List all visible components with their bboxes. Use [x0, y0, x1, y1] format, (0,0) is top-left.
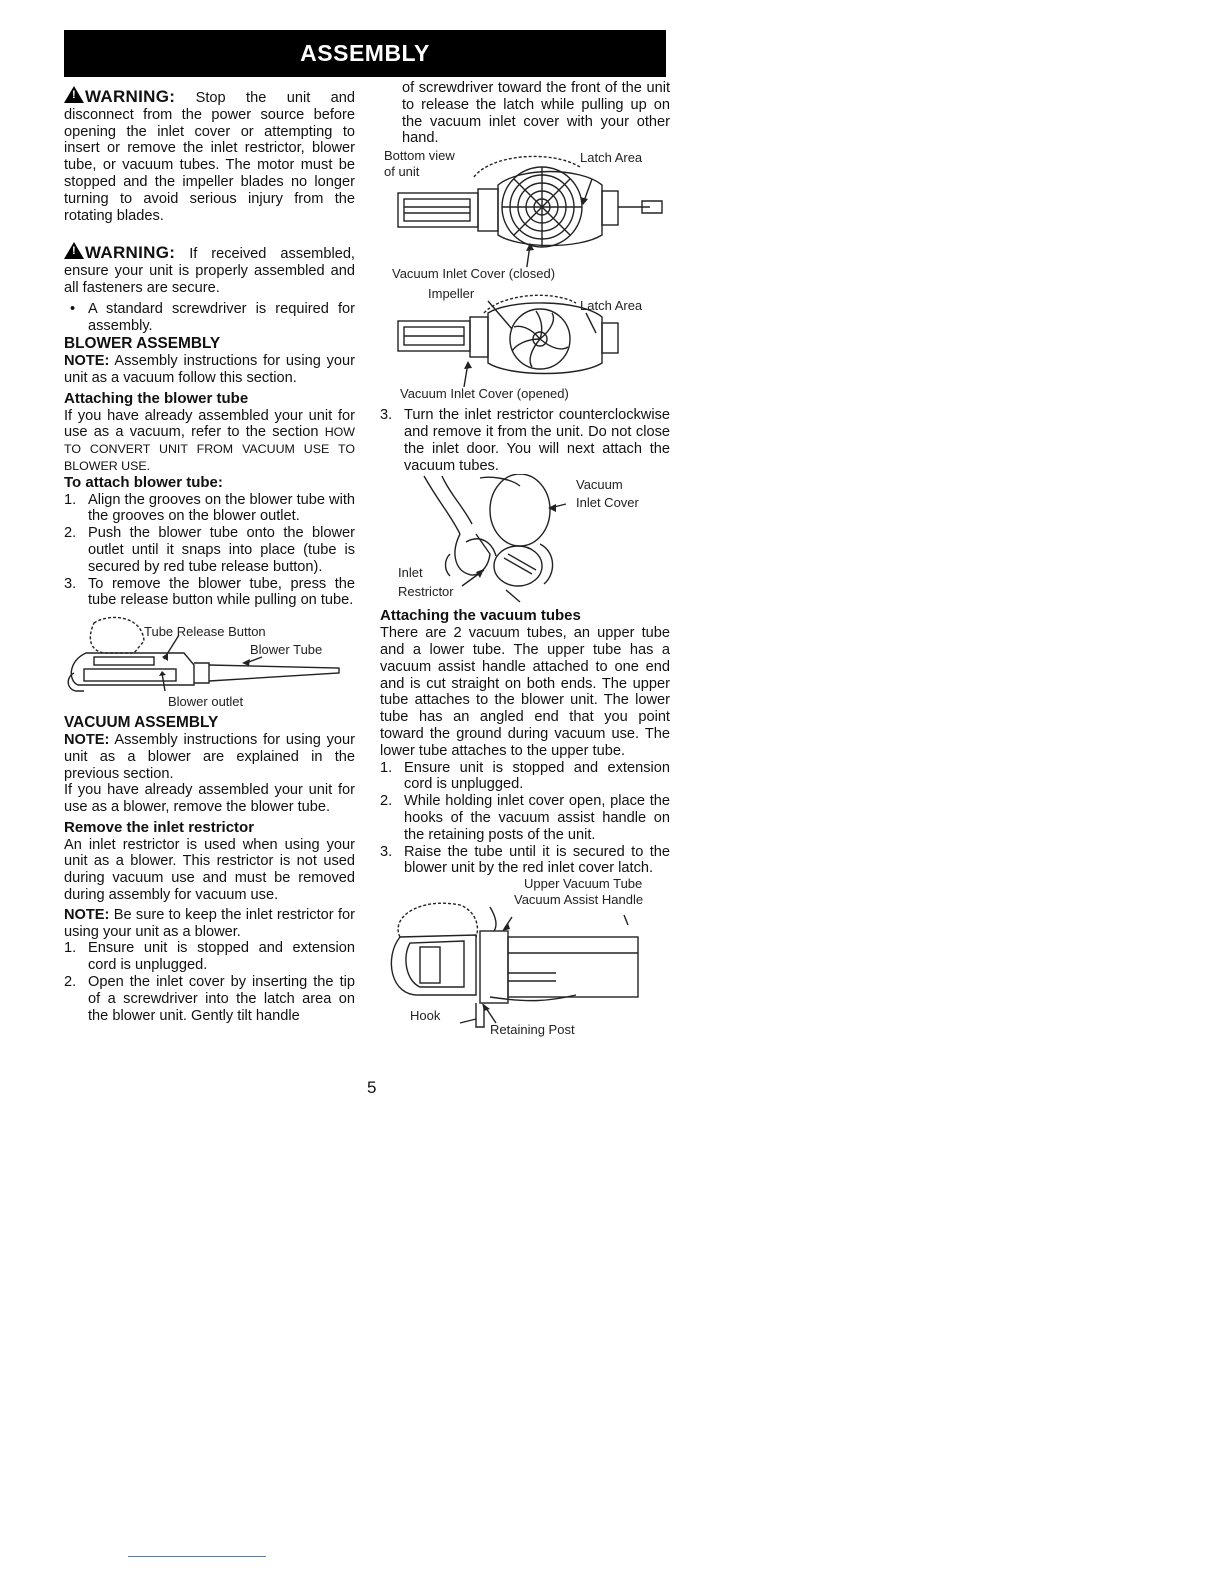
warning-icon: [64, 242, 84, 259]
step-number: 2.: [380, 793, 393, 810]
remove-restrictor-text: An inlet restrictor is used when using your unit as a blower. This restrictor is not used during vacuum use and must be removed during assembly for vacuum use.: [64, 836, 355, 904]
list-item: [64, 576, 355, 610]
label-of-unit: of unit: [384, 164, 420, 180]
attach-vacuum-heading: Attaching the vacuum tubes: [380, 607, 581, 625]
note-label: NOTE:: [64, 731, 110, 748]
label-inlet: Inlet: [398, 565, 423, 581]
attach-text: If you have already assembled your unit for use as a vacuum, refer to the section: [64, 407, 355, 441]
remove-note: [64, 907, 355, 941]
step-text: Ensure unit is stopped and extension cord is unplugged.: [88, 940, 355, 974]
right-column: [380, 80, 670, 1045]
step-text: To remove the blower tube, press the tube release button while pulling on tube.: [88, 575, 355, 609]
step-number: 1.: [64, 491, 77, 508]
warning-text: If received assembled, ensure your unit is properly assembled and all fasteners are secure.: [64, 246, 355, 296]
bullet-item: • A standard screwdriver is required for assembly.: [64, 301, 355, 335]
vacuum-steps: [380, 760, 670, 878]
section-reference: HOW TO CONVERT UNIT FROM VACUUM USE TO BLOWER USE.: [64, 425, 355, 473]
step-text: While holding inlet cover open, place the hooks of the vacuum assist handle on the retaining posts of the unit.: [404, 793, 670, 843]
list-item: [64, 974, 355, 1024]
step-number: 1.: [64, 940, 77, 957]
vacuum-note: [64, 732, 355, 782]
label-tube-release: Tube Release Button: [144, 624, 266, 640]
label-upper-tube: Upper Vacuum Tube: [524, 876, 643, 892]
warning-label: WARNING:: [85, 87, 176, 106]
restrictor-figure: [380, 474, 670, 608]
inlet-opened-figure: [380, 287, 670, 387]
continued-text: of screwdriver toward the front of the unit to release the latch while pulling up on the vacuum inlet cover with your other hand.: [402, 80, 670, 147]
label-hook: Hook: [410, 1008, 441, 1024]
list-item: [64, 525, 355, 575]
warning-1: [64, 86, 355, 224]
step-text: Open the inlet cover by inserting the tip of a screwdriver into the latch area on the blower unit. Gently tilt handle: [88, 974, 355, 1024]
footer-rule: [128, 1556, 266, 1557]
warning-label: WARNING:: [85, 243, 176, 263]
label-assist-handle: Vacuum Assist Handle: [514, 892, 644, 908]
label-retaining-post: Retaining Post: [490, 1022, 575, 1038]
section-banner: ASSEMBLY: [64, 30, 666, 77]
warning-2: [64, 242, 355, 296]
inlet-closed-figure: [380, 149, 670, 267]
blower-tube-figure: [64, 613, 355, 713]
page-number: 5: [367, 1078, 377, 1097]
list-item: [380, 760, 670, 794]
list-item: [64, 492, 355, 526]
label-cover-opened: Vacuum Inlet Cover (opened): [400, 386, 569, 402]
label-blower-tube: Blower Tube: [250, 642, 323, 658]
restrictor-step: [380, 407, 670, 474]
label-bottom-view: Bottom view: [384, 148, 455, 164]
step-text: Turn the inlet restrictor counterclockwise and remove it from the unit. Do not close the inlet door. You will next attach the vacuum tubes.: [404, 407, 670, 474]
label-latch-area: Latch Area: [580, 150, 643, 166]
inlet-closed-illustration: [380, 149, 670, 267]
step-number: 3.: [380, 407, 393, 424]
attach-steps: [64, 492, 355, 610]
step-number: 2.: [64, 974, 77, 991]
label-blower-outlet: Blower outlet: [168, 694, 244, 710]
blower-note: [64, 353, 355, 387]
step-number: 1.: [380, 759, 393, 776]
step-number: 3.: [380, 843, 393, 860]
step-text: Raise the tube until it is secured to the blower unit by the red inlet cover latch.: [404, 843, 670, 877]
list-item: [380, 407, 670, 474]
list-item: [380, 844, 670, 878]
warning-text: Stop the unit and disconnect from the power source before opening the inlet cover or attempting to insert or remove the inlet restrictor, blower tube, or vacuum tubes. The motor must be stopped and the impeller blades no longer turning to avoid serious injury from the rotating blades.: [64, 90, 355, 224]
label-vacuum: Vacuum: [576, 477, 623, 493]
label-inlet-cover: Inlet Cover: [576, 495, 639, 511]
remove-steps: [64, 940, 355, 1024]
warning-icon: [64, 86, 84, 103]
step-text: Ensure unit is stopped and extension cord is unplugged.: [404, 759, 670, 793]
label-latch-area: Latch Area: [580, 298, 643, 314]
list-item: [380, 793, 670, 843]
to-attach-heading: To attach blower tube:: [64, 473, 223, 491]
note-label: NOTE:: [64, 906, 110, 923]
blower-assembly-heading: BLOWER ASSEMBLY: [64, 335, 221, 353]
note-text: Assembly instructions for using your unit as a blower are explained in the previous section.: [64, 731, 355, 782]
left-column: [64, 86, 355, 1024]
vacuum-assembly-heading: VACUUM ASSEMBLY: [64, 714, 219, 732]
label-cover-closed: Vacuum Inlet Cover (closed): [392, 266, 556, 282]
attach-blower-heading: Attaching the blower tube: [64, 389, 249, 407]
step-text: Push the blower tube onto the blower outlet until it snaps into place (tube is secured by red tube release button).: [88, 525, 355, 575]
note-text: Assembly instructions for using your unit as a vacuum follow this section.: [64, 353, 355, 386]
note-label: NOTE:: [64, 353, 110, 370]
vacuum-tube-figure: [380, 877, 670, 1045]
attach-vacuum-text: There are 2 vacuum tubes, an upper tube and a lower tube. The upper tube has a vacuum assist handle attached to one end and is cut straight on both ends. The upper tube attaches to the blower unit. The lower tube has an angled end that you point toward the ground during vacuum use. The lower tube attaches to the upper tube.: [380, 625, 670, 759]
step-text: Align the grooves on the blower tube with the grooves on the blower outlet.: [88, 491, 355, 525]
remove-restrictor-heading: Remove the inlet restrictor: [64, 818, 255, 836]
label-restrictor: Restrictor: [398, 584, 454, 600]
step-number: 2.: [64, 525, 77, 542]
note-text: Be sure to keep the inlet restrictor for using your unit as a blower.: [64, 906, 355, 940]
list-item: [64, 940, 355, 974]
attach-blower-text: [64, 408, 355, 475]
step-number: 3.: [64, 575, 77, 592]
label-impeller: Impeller: [428, 286, 475, 302]
vacuum-paragraph: If you have already assembled your unit for use as a blower, remove the blower tube.: [64, 782, 355, 816]
